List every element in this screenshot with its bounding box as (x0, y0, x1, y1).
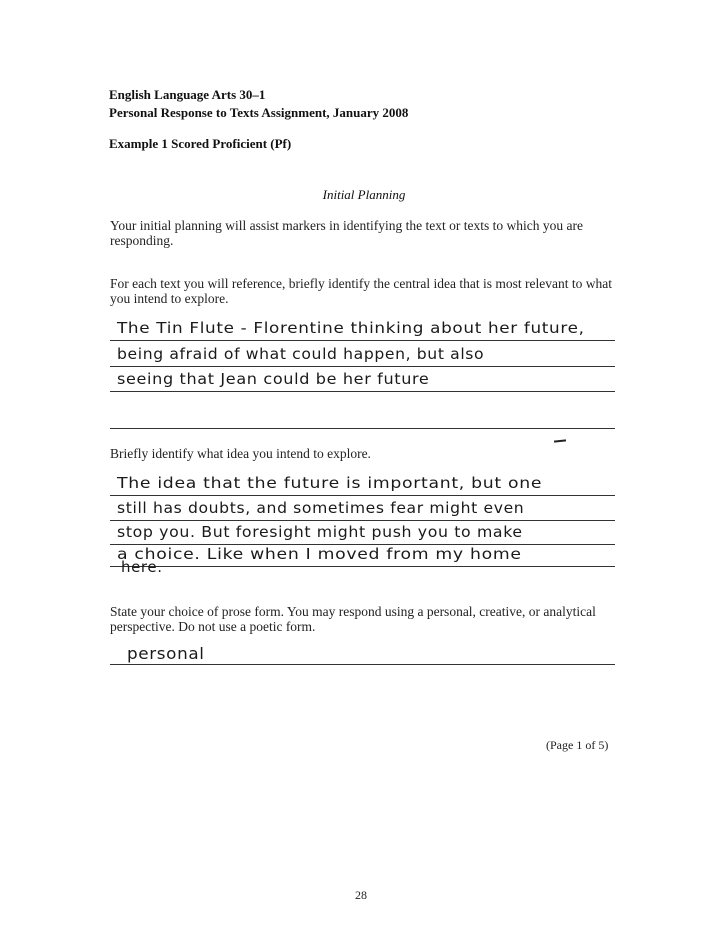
prose-form-answer: personal (127, 644, 205, 663)
intro-text: Your initial planning will assist markers in identifying the text or texts to which you are responding. (110, 218, 583, 248)
handwritten-line: seeing that Jean could be her future (117, 370, 430, 388)
answer-rule (110, 391, 615, 392)
answer-rule (110, 340, 615, 341)
handwritten-line: here. (121, 558, 163, 576)
section-title: Initial Planning (322, 187, 406, 202)
question2-prompt: Briefly identify what idea you intend to explore. (110, 446, 371, 461)
answer-rule (110, 366, 615, 367)
handwritten-line: The idea that the future is important, but one (117, 474, 543, 492)
handwritten-line: being afraid of what could happen, but also (117, 345, 485, 363)
example-label: Example 1 Scored Proficient (Pf) (109, 136, 292, 151)
question3-prompt: State your choice of prose form. You may respond using a personal, creative, or analytical perspective. Do not use a poetic form. (110, 604, 596, 634)
assignment-title: Personal Response to Texts Assignment, January 2008 (109, 105, 409, 120)
course-title: English Language Arts 30–1 (109, 87, 266, 102)
question1-prompt: For each text you will reference, briefly identify the central idea that is most relevant to what you intend to explore. (110, 276, 612, 306)
handwritten-line: still has doubts, and sometimes fear might even (117, 499, 525, 517)
answer-rule (110, 520, 615, 521)
page-number: 28 (355, 888, 367, 902)
answer-rule (110, 566, 615, 567)
handwritten-line: The Tin Flute - Florentine thinking about her future, (117, 319, 585, 337)
answer-rule (110, 428, 615, 429)
answer-rule (110, 664, 615, 665)
answer-rule (110, 495, 615, 496)
handwritten-line: a choice. Like when I moved from my home (117, 545, 522, 563)
pen-mark (554, 439, 566, 442)
page-indicator: (Page 1 of 5) (546, 738, 609, 752)
handwritten-line: stop you. But foresight might push you to make (117, 523, 523, 541)
